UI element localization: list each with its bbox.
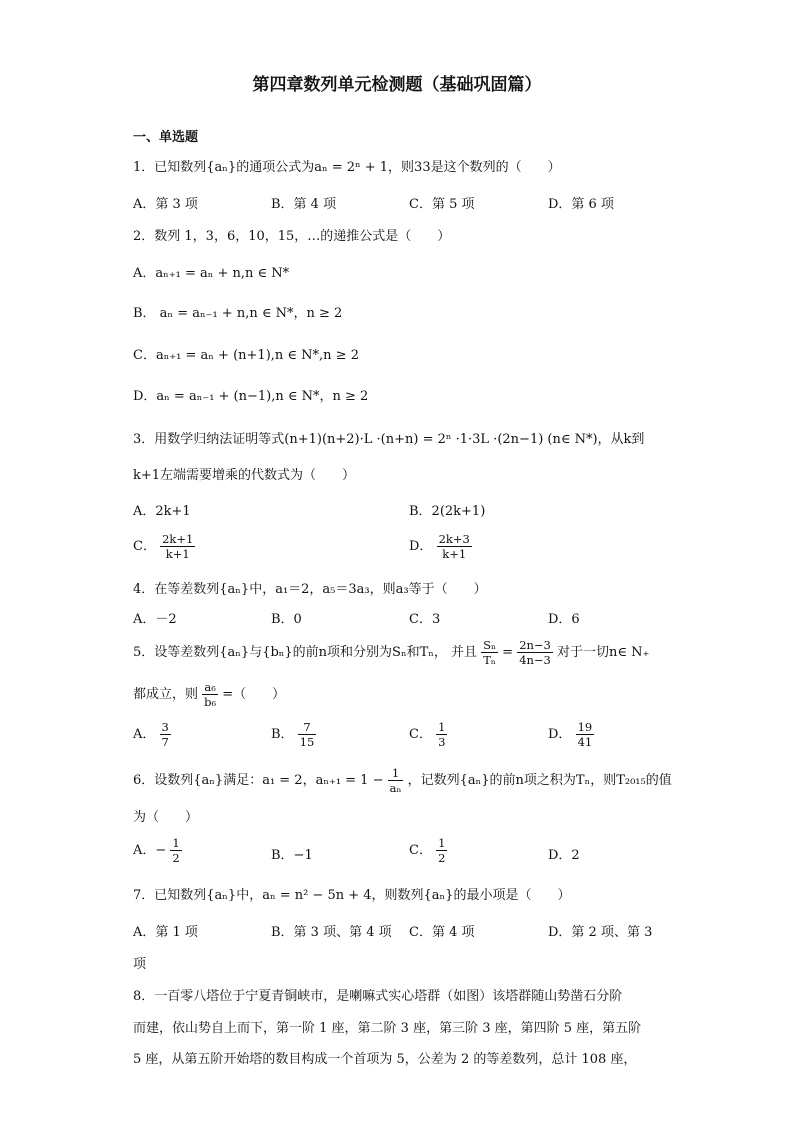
q1-option-a: A．第 3 项 xyxy=(133,197,198,212)
section-heading: 一、单选题 xyxy=(133,130,199,145)
q7-option-b: B．第 3 项、第 4 项 xyxy=(271,925,392,940)
q3-option-d xyxy=(409,532,472,561)
fraction-numerator: 2k+1 xyxy=(162,532,194,546)
option-fraction xyxy=(436,836,447,865)
question-6-stem-line1 xyxy=(133,766,672,795)
fraction-denominator: 3 xyxy=(438,735,446,749)
q2-option-b: B． aₙ = aₙ₋₁ + n,n ∈ N*，n ≥ 2 xyxy=(133,306,343,321)
fraction-numerator: a₆ xyxy=(202,680,218,695)
fraction-denominator: 15 xyxy=(299,735,315,749)
fraction-numerator: 1 xyxy=(438,720,446,734)
option-label: B． xyxy=(271,727,294,742)
option-label: D． xyxy=(548,727,572,742)
q6-stem-part-b: ，记数列{aₙ}的前n项之积为Tₙ，则T₂₀₁₅的值 xyxy=(407,773,672,788)
fraction-denominator: Tₙ xyxy=(483,653,496,667)
option-label: A． xyxy=(133,727,156,742)
fraction-numerator: Sₙ xyxy=(483,638,497,652)
q6-option-d: D．2 xyxy=(548,848,580,863)
q2-option-a: A．aₙ₊₁ = aₙ + n,n ∈ N* xyxy=(133,266,290,281)
option-label: A．− xyxy=(133,843,167,858)
q3-option-b: B．2(2k+1) xyxy=(409,504,486,519)
option-label: C． xyxy=(409,727,432,742)
fraction-numerator: 1 xyxy=(388,766,404,781)
option-fraction xyxy=(576,720,595,749)
fraction-denominator: 2 xyxy=(438,851,446,865)
fraction-numerator: 2n−3 xyxy=(519,638,551,652)
q7-option-a: A．第 1 项 xyxy=(133,925,198,940)
question-5-stem-line2 xyxy=(133,680,285,709)
q6-option-a xyxy=(133,836,182,865)
q4-option-c: C．3 xyxy=(409,612,441,627)
q3-option-a: A．2k+1 xyxy=(133,504,191,519)
q7-option-d: D．第 2 项、第 3 xyxy=(548,925,653,940)
fraction-numerator: 19 xyxy=(577,720,593,734)
question-4-stem: 4．在等差数列{aₙ}中，a₁＝2，a₅＝3a₃，则a₃等于（ ） xyxy=(133,582,487,597)
fraction-denominator: 4n−3 xyxy=(519,653,551,667)
q4-option-a: A．－2 xyxy=(133,612,177,627)
question-7-stem: 7．已知数列{aₙ}中，aₙ = n² − 5n + 4，则数列{aₙ}的最小项是（ ） xyxy=(133,888,571,903)
question-8-line3: 5 座，从第五阶开始塔的数目构成一个首项为 5，公差为 2 的等差数列，总计 108 座， xyxy=(133,1052,637,1067)
q3-option-d-fraction xyxy=(437,532,472,561)
fraction-denominator: b₆ xyxy=(204,695,217,709)
q3-option-c-label: C． xyxy=(133,539,156,554)
option-fraction xyxy=(160,720,171,749)
question-8-line1: 8．一百零八塔位于宁夏青铜峡市，是喇嘛式实心塔群（如图）该塔群随山势凿石分阶 xyxy=(133,989,623,1004)
fraction-numerator: 7 xyxy=(298,720,317,735)
option-fraction xyxy=(436,720,447,749)
fraction-numerator: 1 xyxy=(438,836,446,850)
question-3-stem-line1: 3．用数学归纳法证明等式(n+1)(n+2)·L ·(n+n) = 2ⁿ ·1·3L ·(2n−1) (n∈ N*)，从k到 xyxy=(133,432,645,447)
q5-option-d xyxy=(548,720,594,749)
question-2-stem: 2．数列 1，3，6，10，15，…的递推公式是（ ） xyxy=(133,229,451,244)
q7-option-c: C．第 4 项 xyxy=(409,925,475,940)
option-fraction xyxy=(170,836,181,865)
q4-option-b: B．0 xyxy=(271,612,302,627)
fraction-denominator: 41 xyxy=(577,735,593,749)
question-5-stem-line1 xyxy=(133,638,649,667)
fraction-numerator: 2k+3 xyxy=(438,532,470,546)
q5-option-c xyxy=(409,720,447,749)
question-8-line2: 而建，依山势自上而下，第一阶 1 座，第二阶 3 座，第三阶 3 座，第四阶 5 座，第五阶 xyxy=(133,1021,642,1036)
q3-option-c-fraction xyxy=(160,532,195,561)
page-title: 第四章数列单元检测题（基础巩固篇） xyxy=(252,75,542,95)
q4-option-d: D．6 xyxy=(548,612,580,627)
q5-option-b xyxy=(271,720,316,749)
q6-option-b: B．−1 xyxy=(271,848,313,863)
q5-stem-part-b: 对于一切n∈ N₊ xyxy=(557,645,650,660)
q5-fraction-s-over-t xyxy=(481,638,498,667)
q5-stem-part-a: 5．设等差数列{aₙ}与{bₙ}的前n项和分别为Sₙ和Tₙ， 并且 xyxy=(133,645,478,660)
q5-option-a xyxy=(133,720,171,749)
fraction-numerator: 1 xyxy=(172,836,180,850)
option-label: C． xyxy=(409,843,432,858)
fraction-denominator: 2 xyxy=(172,851,180,865)
q6-fraction xyxy=(388,766,404,795)
fraction-numerator: 3 xyxy=(161,720,169,734)
q3-option-d-label: D． xyxy=(409,539,433,554)
q5-line2-part-a: 都成立，则 xyxy=(133,687,199,702)
q1-option-b: B．第 4 项 xyxy=(271,197,337,212)
q7-option-d-wrap: 项 xyxy=(133,957,147,972)
q5-fraction-ratio xyxy=(517,638,553,667)
fraction-denominator: k+1 xyxy=(165,547,190,561)
fraction-denominator: k+1 xyxy=(442,547,467,561)
question-1-stem: 1．已知数列{aₙ}的通项公式为aₙ = 2ⁿ + 1，则33是这个数列的（ ） xyxy=(133,160,561,175)
q1-option-c: C．第 5 项 xyxy=(409,197,475,212)
question-6-stem-line2: 为（ ） xyxy=(133,810,199,825)
q2-option-c: C．aₙ₊₁ = aₙ + (n+1),n ∈ N*,n ≥ 2 xyxy=(133,348,359,363)
q1-option-d: D．第 6 项 xyxy=(548,197,614,212)
q6-option-c xyxy=(409,836,447,865)
q3-option-c xyxy=(133,532,195,561)
q6-stem-part-a: 6．设数列{aₙ}满足：a₁ = 2，aₙ₊₁ = 1 − xyxy=(133,773,384,788)
fraction-denominator: aₙ xyxy=(389,781,402,795)
question-3-stem-line2: k+1左端需要增乘的代数式为（ ） xyxy=(133,468,356,483)
option-fraction xyxy=(298,720,317,749)
q5-equals: = xyxy=(502,645,514,660)
q5-fraction-a-over-b xyxy=(202,680,218,709)
fraction-denominator: 7 xyxy=(161,735,169,749)
q5-line2-part-b: =（ ） xyxy=(222,687,286,702)
q2-option-d: D．aₙ = aₙ₋₁ + (n−1),n ∈ N*，n ≥ 2 xyxy=(133,389,369,404)
